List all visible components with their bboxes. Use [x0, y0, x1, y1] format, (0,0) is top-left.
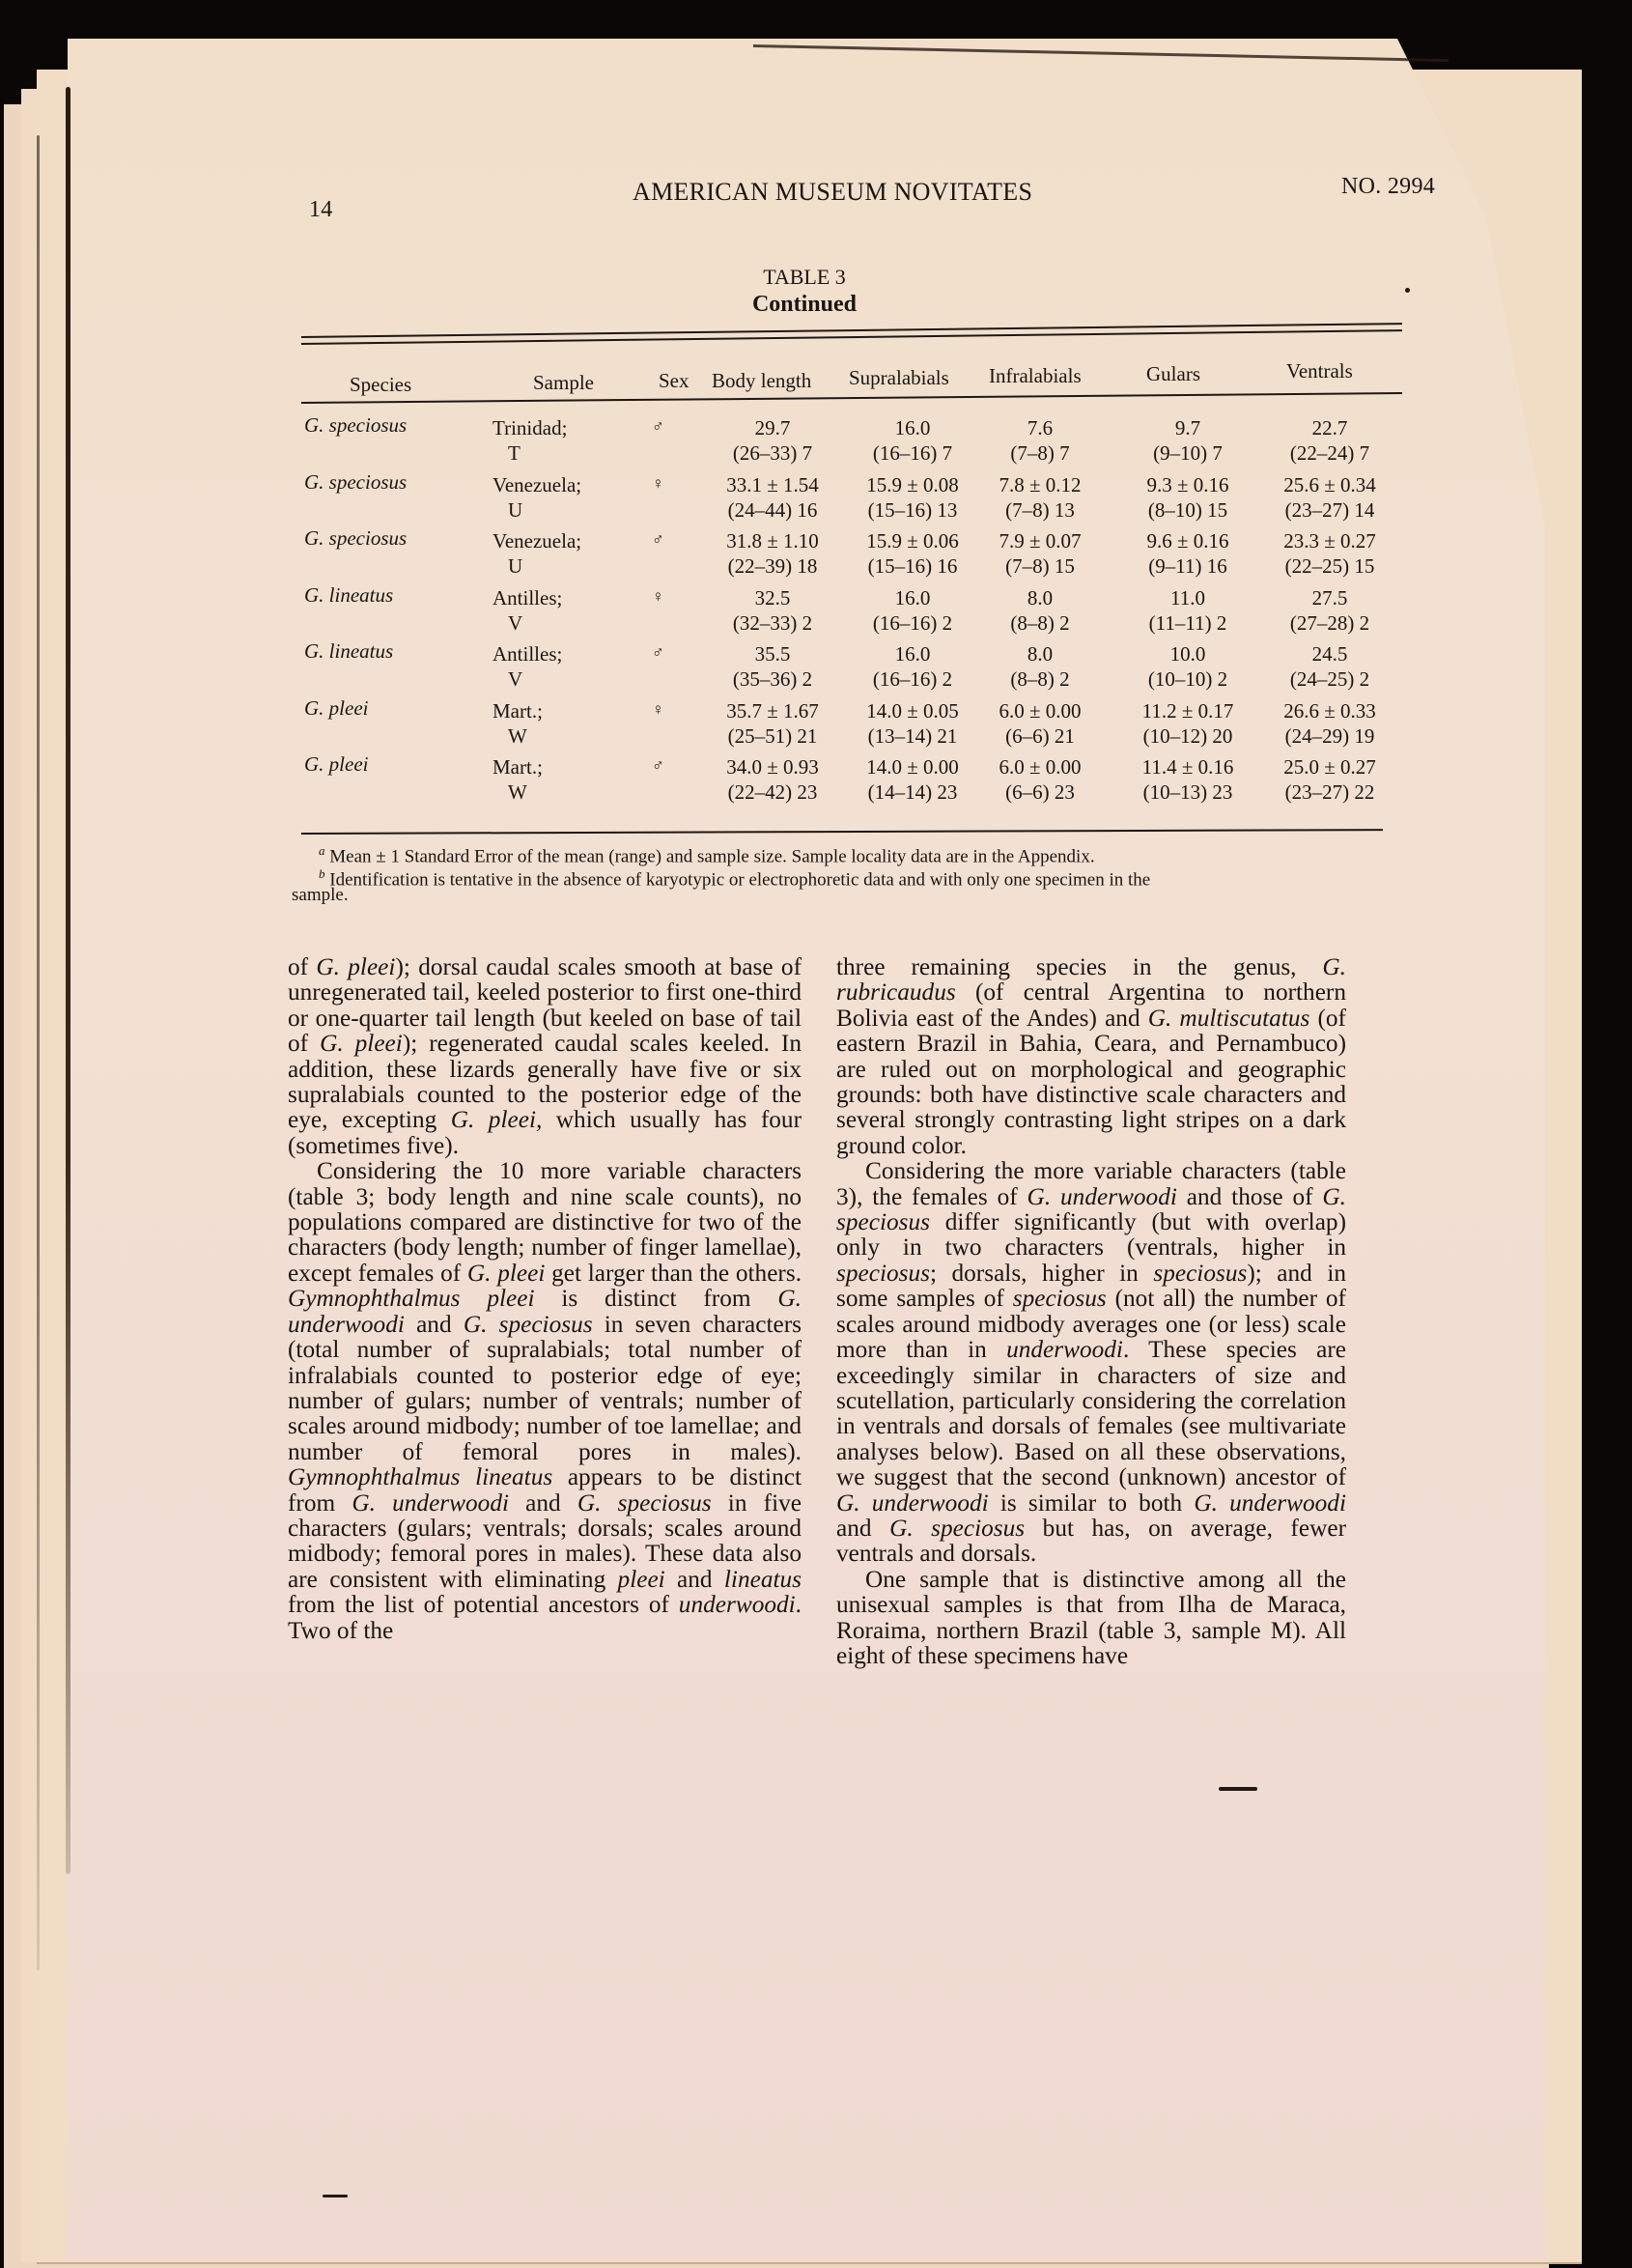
italic-taxon: G. speciosus	[577, 1488, 712, 1517]
text-run: ); and in some samples of	[836, 1259, 1346, 1313]
body-length-cell	[705, 472, 840, 523]
infralabials-cell	[982, 472, 1098, 523]
range-size: (22–25) 15	[1284, 554, 1375, 578]
page-number: 14	[309, 197, 333, 222]
binding-edge	[37, 135, 40, 1970]
italic-taxon: lineatus	[723, 1565, 802, 1593]
sample-locality: Trinidad;	[492, 416, 568, 439]
ventrals-cell	[1257, 641, 1402, 692]
body-length-cell	[705, 641, 840, 692]
mean-value: 25.0 ± 0.27	[1283, 755, 1376, 779]
range-size: (32–33) 2	[732, 610, 813, 635]
table-row	[301, 696, 1402, 753]
range-size: (9–10) 7	[1153, 441, 1223, 465]
species-cell: G. pleei	[304, 752, 369, 776]
sample-cell	[492, 641, 562, 692]
sample-cell	[492, 415, 567, 466]
mean-value: 16.0	[894, 642, 931, 666]
mean-value: 8.0	[1027, 585, 1054, 610]
mean-value: 23.3 ± 0.27	[1283, 529, 1376, 553]
binding-edge-dark	[66, 87, 70, 1874]
text-run: (of eastern Brazil in Bahia, Ceara, and Pernambuco) are ruled out on morphological and geographic grounds: both have distinctive scale characters and several strongly contrasting light stripes on a dark ground color.	[836, 1004, 1346, 1159]
col-header-sample: Sample	[533, 371, 594, 394]
sample-locality: Antilles;	[492, 585, 563, 610]
sample-locality: Mart.;	[492, 698, 543, 723]
table-subtitle: Continued	[751, 292, 858, 317]
ventrals-cell	[1257, 698, 1402, 749]
sample-cell	[492, 698, 543, 749]
range-size: (26–33) 7	[732, 441, 813, 465]
range-size: (10–12) 20	[1142, 723, 1233, 748]
range-size: (6–6) 21	[1005, 723, 1075, 748]
italic-taxon: speciosus	[1012, 1285, 1107, 1313]
mean-value: 15.9 ± 0.08	[866, 472, 959, 496]
infralabials-cell	[982, 585, 1098, 636]
sex-symbol: ♂	[652, 643, 664, 662]
mean-value: 34.0 ± 0.93	[726, 755, 819, 779]
paragraph	[836, 1567, 1346, 1669]
footnote-b-mark: b	[319, 866, 325, 881]
text-run: appears to be distinct from	[288, 1463, 802, 1517]
italic-taxon: G. underwoodi	[288, 1285, 802, 1338]
mean-value: 7.8 ± 0.12	[999, 472, 1082, 496]
italic-taxon: pleei	[617, 1565, 665, 1593]
sex-symbol: ♀	[652, 586, 664, 606]
mean-value: 14.0 ± 0.05	[866, 698, 959, 723]
range-size: (7–8) 13	[1005, 497, 1075, 522]
paragraph	[836, 954, 1346, 1158]
italic-taxon: G. underwoodi	[352, 1488, 509, 1517]
range-size: (23–27) 22	[1284, 780, 1375, 804]
text-run: ; dorsals, higher in	[929, 1259, 1154, 1287]
range-size: (16–16) 7	[872, 441, 953, 465]
sample-locality: Venezuela;	[492, 472, 582, 496]
sample-code: W	[508, 780, 527, 804]
text-run: One sample that is distinctive among all the unisexual samples is that from Ilha de Maraca, Roraima, northern Brazil (table 3, sample M). All eight of these specimens have	[836, 1565, 1346, 1669]
text-run: from the list of potential ancestors of	[288, 1591, 679, 1619]
supralabials-cell	[845, 754, 980, 805]
col-header-sex: Sex	[659, 369, 689, 392]
mean-value: 9.7	[1174, 416, 1201, 439]
ventrals-cell	[1257, 585, 1402, 636]
range-size: (16–16) 2	[872, 610, 953, 635]
text-run: . These species are exceedingly similar in characters of size and scutellation, particularly considering the correlation in ventrals and dorsals of females (see multivariate analyses below). Based on all these observations, we suggest that the second (unknown) ancestor of	[836, 1336, 1347, 1491]
sex-symbol: ♂	[652, 530, 664, 549]
sex-symbol: ♀	[652, 699, 664, 719]
mean-value: 7.6	[1027, 416, 1054, 439]
table-row	[301, 583, 1402, 640]
ventrals-cell	[1257, 472, 1402, 523]
text-run: and	[509, 1488, 577, 1517]
infralabials-cell	[982, 641, 1098, 692]
range-size: (22–42) 23	[727, 780, 818, 804]
range-size: (13–14) 21	[867, 723, 958, 748]
ventrals-cell	[1257, 754, 1402, 805]
mean-value: 24.5	[1311, 642, 1348, 666]
italic-taxon: G. pleei	[466, 1259, 546, 1287]
italic-taxon: G. underwoodi	[836, 1488, 989, 1517]
italic-taxon: G. multiscutatus	[1147, 1004, 1310, 1032]
supralabials-cell	[845, 641, 980, 692]
text-run: . Two of the	[288, 1591, 802, 1644]
text-run: of	[288, 953, 317, 980]
italic-taxon: G. pleei	[316, 953, 396, 980]
supralabials-cell	[845, 698, 980, 749]
mean-value: 7.9 ± 0.07	[999, 529, 1082, 553]
italic-taxon: speciosus	[1153, 1259, 1248, 1287]
table-body	[301, 413, 1402, 809]
infralabials-cell	[982, 754, 1098, 805]
italic-taxon: G. underwoodi	[1194, 1488, 1346, 1517]
table-row	[301, 639, 1402, 696]
range-size: (16–16) 2	[872, 667, 953, 691]
text-run: Considering the 10 more variable characters (table 3; body length and nine scale counts), no populations compared are distinctive for two of the characters (body length; number of finger lamellae), except females of	[288, 1157, 802, 1287]
sample-code: U	[508, 497, 523, 522]
mean-value: 26.6 ± 0.33	[1283, 698, 1376, 723]
text-run: differ significantly (but with overlap) only in two characters (ventrals, higher in	[836, 1208, 1346, 1262]
mean-value: 16.0	[894, 416, 931, 439]
mean-value: 33.1 ± 1.54	[726, 472, 819, 496]
range-size: (7–8) 7	[1010, 441, 1070, 465]
text-run: is distinct from	[534, 1285, 778, 1313]
text-run: Considering the more variable characters (table 3), the females of	[836, 1157, 1346, 1210]
range-size: (24–29) 19	[1284, 723, 1375, 748]
italic-taxon: Gymnophthalmus pleei	[288, 1285, 535, 1313]
mean-value: 32.5	[754, 585, 791, 610]
infralabials-cell	[982, 698, 1098, 749]
range-size: (24–25) 2	[1289, 667, 1370, 691]
italic-taxon: G. rubricaudus	[836, 953, 1346, 1006]
mean-value: 22.7	[1311, 416, 1348, 439]
table-row	[301, 752, 1402, 809]
text-run: but has, on average, fewer ventrals and dorsals.	[836, 1514, 1346, 1568]
sex-symbol: ♂	[652, 756, 664, 775]
species-cell: G. speciosus	[304, 469, 408, 494]
table-title: TABLE 3	[763, 265, 846, 289]
sample-code: T	[508, 441, 521, 465]
sample-locality: Antilles;	[492, 642, 563, 666]
mean-value: 29.7	[754, 416, 791, 439]
col-header-body-length: Body length	[712, 369, 812, 392]
range-size: (24–44) 16	[727, 497, 818, 522]
ink-mark	[1219, 1787, 1257, 1791]
species-cell: G. speciosus	[304, 526, 408, 550]
footnote-b-text: Identification is tentative in the absence of karyotypic or electrophoretic data and with only one specimen in the	[329, 869, 1151, 891]
range-size: (7–8) 15	[1005, 554, 1075, 578]
sample-code: V	[508, 610, 523, 635]
text-run: get larger than the others.	[545, 1259, 802, 1287]
range-size: (27–28) 2	[1289, 610, 1370, 635]
sex-symbol: ♀	[652, 473, 664, 493]
range-size: (8–10) 15	[1147, 497, 1228, 522]
species-cell: G. pleei	[304, 695, 369, 720]
range-size: (35–36) 2	[732, 667, 813, 691]
text-run: and	[664, 1565, 724, 1593]
supralabials-cell	[845, 528, 980, 579]
ink-mark-bottom	[323, 2195, 348, 2197]
body-length-cell	[705, 415, 840, 466]
italic-taxon: Gymnophthalmus lineatus	[288, 1463, 553, 1491]
mean-value: 11.0	[1170, 585, 1205, 610]
mean-value: 9.6 ± 0.16	[1146, 529, 1229, 553]
range-size: (25–51) 21	[727, 723, 818, 748]
gulars-cell	[1120, 472, 1255, 523]
range-size: (8–8) 2	[1010, 667, 1070, 691]
col-header-supralabials: Supralabials	[849, 366, 949, 389]
sample-cell	[492, 585, 562, 636]
italic-taxon: underwoodi	[678, 1591, 796, 1619]
body-length-cell	[705, 754, 840, 805]
text-run: in seven characters (total number of supralabials; total number of infralabials counted to posterior edge of eye; number of gulars; number of ventrals; number of scales around midbody; number of toe lamellae; and number of femoral pores in males).	[288, 1310, 802, 1465]
col-header-gulars: Gulars	[1146, 362, 1200, 385]
infralabials-cell	[982, 528, 1098, 579]
mean-value: 14.0 ± 0.00	[866, 755, 959, 779]
footnote-b-continued: sample.	[292, 885, 349, 905]
sample-cell	[492, 754, 543, 805]
italic-taxon: G. underwoodi	[1027, 1182, 1177, 1210]
mean-value: 8.0	[1027, 642, 1054, 666]
body-column-right	[836, 954, 1346, 1668]
italic-taxon: speciosus	[836, 1259, 930, 1287]
species-cell: G. speciosus	[304, 413, 408, 437]
mean-value: 27.5	[1311, 585, 1348, 610]
mean-value: 31.8 ± 1.10	[726, 529, 819, 553]
text-run: and	[404, 1310, 464, 1338]
sex-symbol: ♂	[652, 417, 664, 436]
body-column-left	[288, 954, 802, 1643]
range-size: (8–8) 2	[1010, 610, 1070, 635]
table-row	[301, 413, 1402, 470]
infralabials-cell	[982, 415, 1098, 466]
text-run: (of central Argentina to northern Bolivia east of the Andes) and	[836, 978, 1346, 1032]
paragraph	[288, 1158, 802, 1643]
supralabials-cell	[845, 472, 980, 523]
mean-value: 35.7 ± 1.67	[726, 698, 819, 723]
sample-locality: Venezuela;	[492, 529, 582, 553]
text-run: three remaining species in the genus,	[836, 953, 1323, 980]
gulars-cell	[1120, 698, 1255, 749]
body-length-cell	[705, 528, 840, 579]
gulars-cell	[1120, 415, 1255, 466]
sample-cell	[492, 528, 581, 579]
species-cell: G. lineatus	[304, 582, 394, 607]
paragraph	[836, 1158, 1346, 1567]
text-run: is similar to both	[988, 1488, 1195, 1517]
sample-locality: Mart.;	[492, 755, 543, 779]
range-size: (22–24) 7	[1289, 441, 1370, 465]
text-run: in five characters (gulars; ventrals; dorsals; scales around midbody; femoral pores in males). These data also are consistent with eliminating	[288, 1488, 802, 1593]
mean-value: 11.2 ± 0.17	[1141, 698, 1234, 723]
range-size: (10–10) 2	[1147, 667, 1228, 691]
body-length-cell	[705, 585, 840, 636]
italic-taxon: G. speciosus	[889, 1514, 1026, 1542]
ink-dot	[1405, 288, 1410, 293]
gulars-cell	[1120, 754, 1255, 805]
body-length-cell	[705, 698, 840, 749]
range-size: (22–39) 18	[727, 554, 818, 578]
table-row	[301, 470, 1402, 527]
mean-value: 6.0 ± 0.00	[999, 698, 1082, 723]
mean-value: 9.3 ± 0.16	[1146, 472, 1229, 496]
range-size: (14–14) 23	[867, 780, 958, 804]
species-cell: G. lineatus	[304, 639, 394, 663]
range-size: (6–6) 23	[1005, 780, 1075, 804]
footnote-a-text: Mean ± 1 Standard Error of the mean (range) and sample size. Sample locality data are in the Appendix.	[329, 846, 1095, 867]
mean-value: 6.0 ± 0.00	[999, 755, 1082, 779]
italic-taxon: G. pleei	[320, 1030, 403, 1058]
col-header-species: Species	[350, 373, 412, 396]
range-size: (9–11) 16	[1148, 554, 1227, 578]
range-size: (15–16) 16	[867, 554, 958, 578]
table-header	[301, 359, 1402, 398]
text-run: and	[836, 1514, 890, 1542]
range-size: (15–16) 13	[867, 497, 958, 522]
sample-cell	[492, 472, 581, 523]
supralabials-cell	[845, 585, 980, 636]
gulars-cell	[1120, 641, 1255, 692]
text-run: which usually has four (sometimes five).	[288, 1106, 802, 1159]
footnote-a-mark: a	[319, 843, 325, 858]
italic-taxon: G. speciosus	[463, 1310, 593, 1338]
col-header-infralabials: Infralabials	[989, 364, 1082, 387]
italic-taxon: G. speciosus	[836, 1182, 1346, 1236]
sample-code: U	[508, 554, 523, 578]
range-size: (23–27) 14	[1284, 497, 1375, 522]
ventrals-cell	[1257, 528, 1402, 579]
journal-title: AMERICAN MUSEUM NOVITATES	[633, 178, 1033, 206]
supralabials-cell	[845, 415, 980, 466]
text-run: and those of	[1176, 1182, 1323, 1210]
col-header-ventrals: Ventrals	[1286, 359, 1353, 383]
range-size: (10–13) 23	[1142, 780, 1233, 804]
mean-value: 16.0	[894, 585, 931, 610]
gulars-cell	[1120, 585, 1255, 636]
mean-value: 35.5	[754, 642, 791, 666]
paragraph	[288, 954, 802, 1158]
sample-code: W	[508, 723, 527, 748]
text-run: ); regenerated caudal scales keeled. In addition, these lizards generally have five or six supralabials counted to the posterior edge of the eye, excepting	[288, 1030, 802, 1134]
mean-value: 25.6 ± 0.34	[1283, 472, 1376, 496]
italic-taxon: underwoodi	[1006, 1336, 1123, 1364]
mean-value: 11.4 ± 0.16	[1141, 755, 1234, 779]
issue-number: NO. 2994	[1341, 174, 1436, 199]
text-run: (not all) the number of scales around midbody averages one (or less) scale more than in	[836, 1285, 1346, 1364]
mean-value: 10.0	[1169, 642, 1206, 666]
gulars-cell	[1120, 528, 1255, 579]
text-run: ); dorsal caudal scales smooth at base of unregenerated tail, keeled posterior to first one-third or one-quarter tail length (but keeled on base of tail of	[288, 953, 802, 1058]
sample-code: V	[508, 667, 523, 691]
italic-taxon: G. pleei,	[450, 1106, 543, 1134]
range-size: (11–11) 2	[1148, 610, 1227, 635]
mean-value: 15.9 ± 0.06	[866, 529, 959, 553]
table-row	[301, 526, 1402, 583]
ventrals-cell	[1257, 415, 1402, 466]
